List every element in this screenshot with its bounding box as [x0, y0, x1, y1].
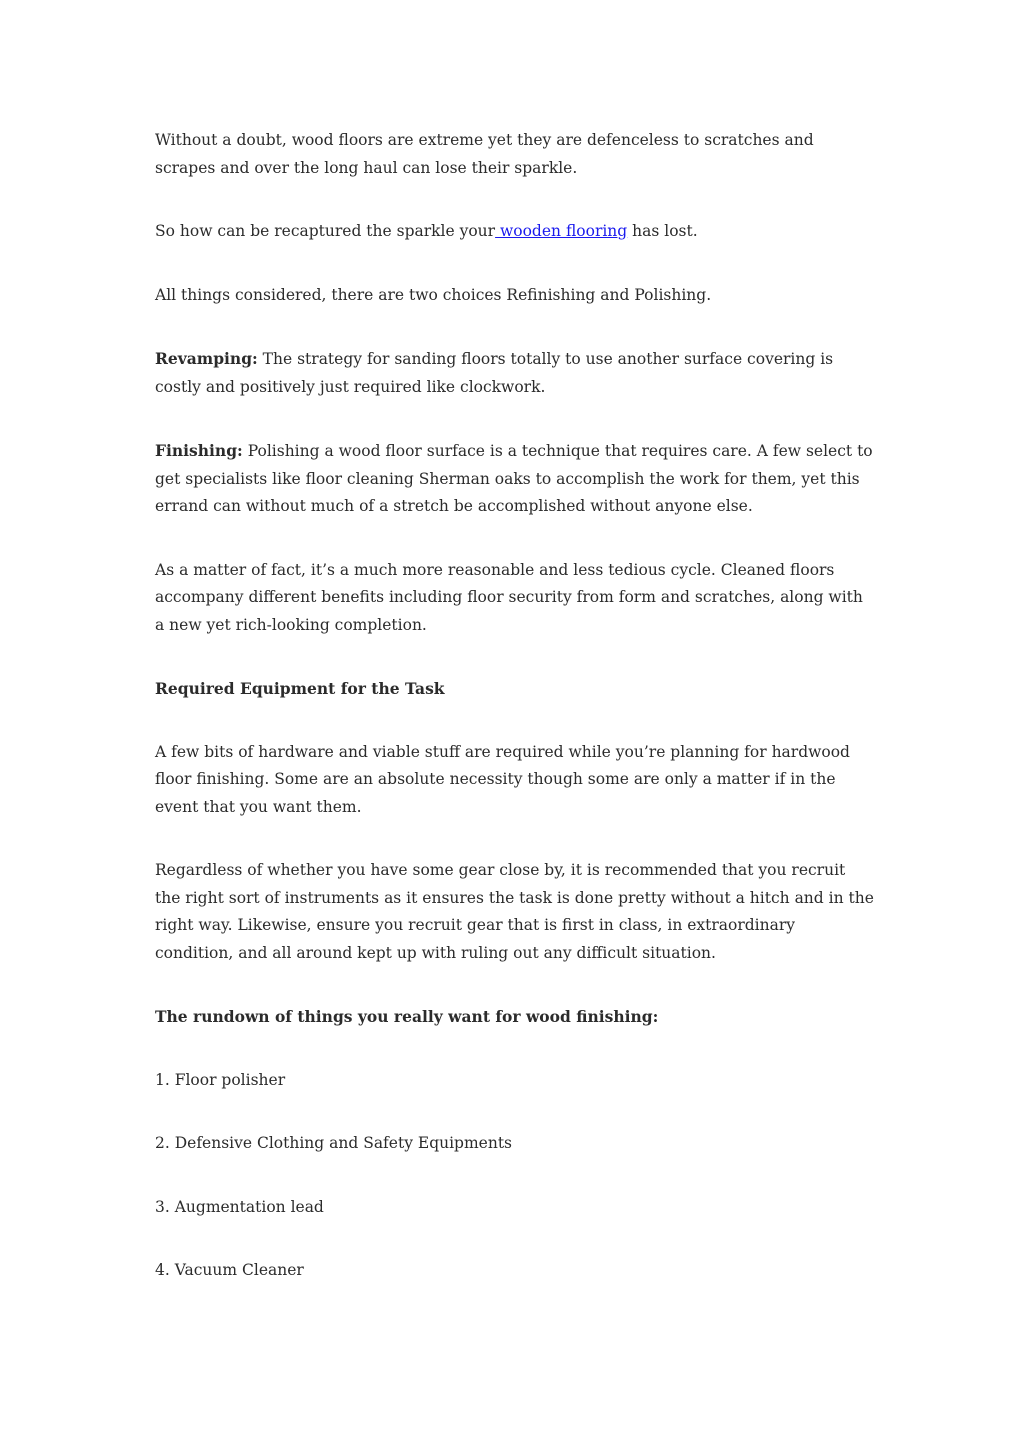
finishing-label: Finishing: — [155, 441, 243, 460]
list-item: 2. Defensive Clothing and Safety Equipments — [155, 1134, 513, 1152]
revamping-text: The strategy for sanding floors totally to use another surface covering is costly and positively just required like clockwork. — [155, 350, 834, 396]
choices-paragraph: All things considered, there are two choices Refinishing and Polishing. — [155, 285, 712, 304]
revamping-paragraph — [155, 345, 875, 401]
paragraph-text: has lost. — [627, 222, 698, 240]
equipment-heading: Required Equipment for the Task — [155, 679, 445, 698]
finishing-paragraph — [155, 437, 875, 521]
benefits-paragraph: As a matter of fact, it’s a much more reasonable and less tedious cycle. Cleaned floors accompany different benefits including floor security from form and scratches, along with a new yet rich-looking completion. — [155, 560, 863, 634]
gear-paragraph: Regardless of whether you have some gear close by, it is recommended that you recruit the right sort of instruments as it ensures the task is done pretty without a hitch and in the right way. Likewise, ensure you recruit gear that is first in class, in extraordinary condition, and all around kept up with ruling out any difficult situation. — [155, 861, 874, 962]
paragraph-text: So how can be recaptured the sparkle your — [155, 222, 496, 240]
revamping-label: Revamping: — [155, 349, 258, 368]
wooden-flooring-link[interactable]: wooden flooring — [495, 222, 628, 240]
finishing-text: Polishing a wood floor surface is a technique that requires care. A few select to get specialists like floor cleaning Sherman oaks to accomplish the work for them, yet this errand can without much of a stretch be accomplished without anyone else. — [155, 442, 873, 515]
list-item: 4. Vacuum Cleaner — [155, 1261, 304, 1279]
document-body — [155, 127, 875, 1321]
list-item: 1. Floor polisher — [155, 1070, 286, 1089]
hardware-paragraph: A few bits of hardware and viable stuff are required while you’re planning for hardwood floor finishing. Some are an absolute necessity though some are only a matter if in the event that you want them. — [155, 742, 850, 816]
intro-paragraph: Without a doubt, wood floors are extreme yet they are defenceless to scratches and scrapes and over the long haul can lose their sparkle. — [155, 131, 814, 177]
sparkle-question-paragraph — [155, 218, 875, 246]
list-item: 3. Augmentation lead — [155, 1197, 324, 1216]
rundown-heading: The rundown of things you really want for wood finishing: — [155, 1007, 659, 1026]
